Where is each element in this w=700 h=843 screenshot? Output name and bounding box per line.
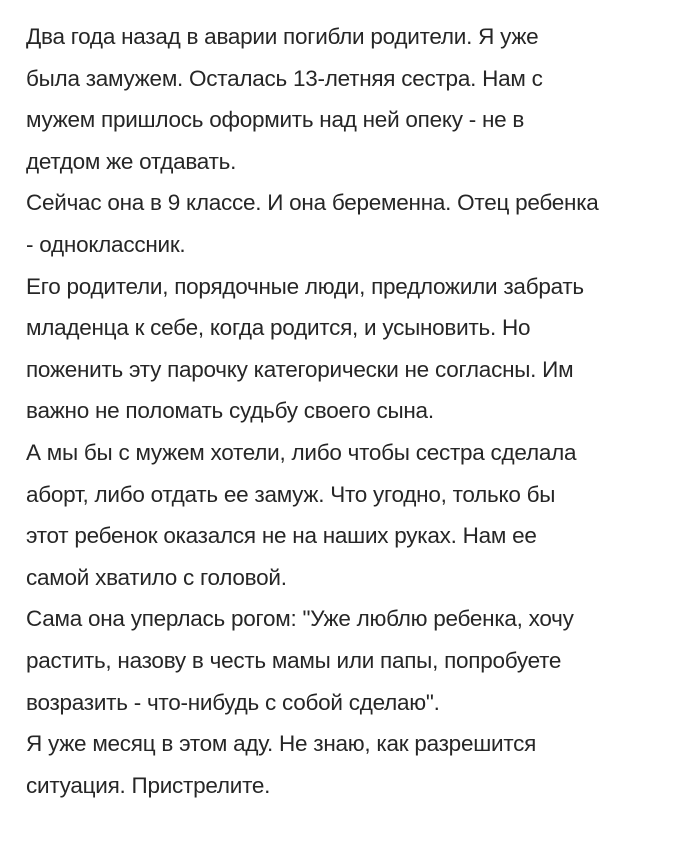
text-line: была замужем. Осталась 13-летняя сестра. Нам с <box>26 65 543 91</box>
text-line: Сама она уперлась рогом: "Уже люблю ребенка, хочу <box>26 606 574 632</box>
text-line: Я уже месяц в этом аду. Не знаю, как разрешится <box>26 731 537 757</box>
text-line: Его родители, порядочные люди, предложили забрать <box>26 273 584 299</box>
text-line: Два года назад в аварии погибли родители. Я уже <box>26 24 539 49</box>
text-line: ситуация. Пристрелите. <box>26 772 271 798</box>
text-line: аборт, либо отдать ее замуж. Что угодно, только бы <box>26 481 556 507</box>
text-line: растить, назову в честь мамы или папы, попробуете <box>26 647 562 673</box>
text-line: возразить - что-нибудь с собой сделаю". <box>26 689 440 715</box>
text-line: мужем пришлось оформить над ней опеку - не в <box>26 107 525 133</box>
text-line: важно не поломать судьбу своего сына. <box>26 398 434 424</box>
post-text <box>26 16 686 806</box>
text-line: - одноклассник. <box>26 231 186 257</box>
text-line: поженить эту парочку категорически не согласны. Им <box>26 356 574 382</box>
text-line: самой хватило с головой. <box>26 564 287 590</box>
text-line: этот ребенок оказался не на наших руках. Нам ее <box>26 523 537 549</box>
text-line: Сейчас она в 9 классе. И она беременна. Отец ребенка <box>26 190 599 216</box>
text-line: младенца к себе, когда родится, и усыновить. Но <box>26 315 531 341</box>
text-line: А мы бы с мужем хотели, либо чтобы сестра сделала <box>26 439 577 465</box>
text-line: детдом же отдавать. <box>26 148 237 174</box>
